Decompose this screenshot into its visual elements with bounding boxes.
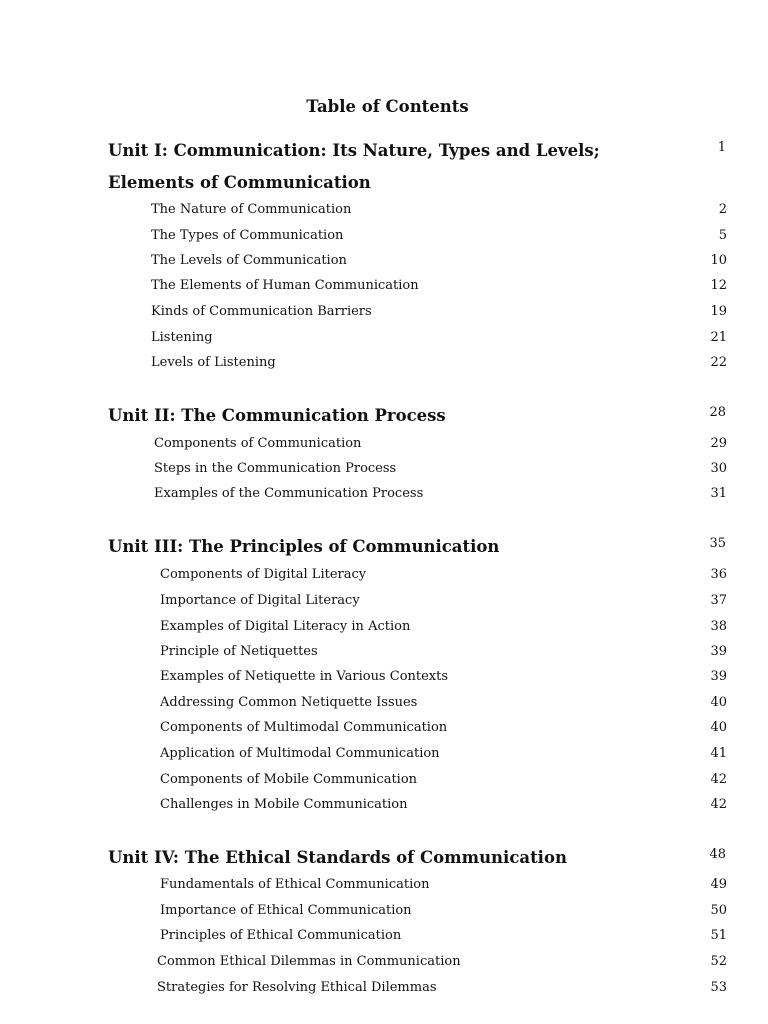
toc-entry[interactable]: Principles of Ethical Communication: [160, 928, 402, 943]
toc-entry[interactable]: The Levels of Communication: [151, 253, 347, 268]
toc-entry-page: 38: [710, 619, 727, 634]
toc-entry[interactable]: The Elements of Human Communication: [151, 278, 419, 293]
toc-entry-page: 39: [710, 669, 727, 684]
unit-page-number: 48: [709, 847, 726, 862]
page-title: Table of Contents: [306, 97, 469, 116]
toc-entry-page: 36: [710, 567, 727, 582]
toc-entry[interactable]: Importance of Ethical Communication: [160, 903, 412, 918]
toc-entry-page: 31: [710, 486, 727, 501]
toc-entry[interactable]: The Types of Communication: [151, 228, 344, 243]
toc-entry-page: 12: [710, 278, 727, 293]
toc-entry[interactable]: Fundamentals of Ethical Communication: [160, 877, 430, 892]
toc-entry-page: 21: [710, 330, 727, 345]
unit-heading[interactable]: Unit II: The Communication Process: [108, 406, 446, 425]
toc-entry-page: 41: [710, 746, 727, 761]
toc-entry[interactable]: Examples of Netiquette in Various Contexts: [160, 669, 449, 684]
toc-entry-page: 40: [710, 695, 727, 710]
toc-entry-page: 22: [710, 355, 727, 370]
toc-entry-page: 37: [710, 593, 727, 608]
toc-entry-page: 30: [710, 461, 727, 476]
toc-entry[interactable]: Strategies for Resolving Ethical Dilemmas: [157, 980, 437, 995]
toc-entry-page: 51: [710, 928, 727, 943]
unit-heading[interactable]: Unit III: The Principles of Communication: [108, 537, 500, 556]
toc-entry-page: 29: [710, 436, 727, 451]
toc-entry-page: 50: [710, 903, 727, 918]
toc-entry[interactable]: Examples of the Communication Process: [154, 486, 424, 501]
toc-entry[interactable]: Application of Multimodal Communication: [160, 746, 440, 761]
toc-entry-page: 49: [710, 877, 727, 892]
toc-entry[interactable]: Principle of Netiquettes: [160, 644, 318, 659]
toc-entry[interactable]: Components of Digital Literacy: [160, 567, 367, 582]
toc-entry-page: 2: [718, 202, 727, 217]
unit-heading[interactable]: Unit IV: The Ethical Standards of Communication: [108, 848, 567, 867]
toc-entry-page: 40: [710, 720, 727, 735]
toc-entry-page: 5: [718, 228, 727, 243]
toc-entry-page: 52: [710, 954, 727, 969]
toc-entry[interactable]: Components of Mobile Communication: [160, 772, 418, 787]
toc-entry[interactable]: The Nature of Communication: [151, 202, 352, 217]
toc-entry[interactable]: Kinds of Communication Barriers: [151, 304, 372, 319]
toc-entry-page: 53: [710, 980, 727, 995]
toc-entry[interactable]: Challenges in Mobile Communication: [160, 797, 408, 812]
toc-entry-page: 39: [710, 644, 727, 659]
toc-entry[interactable]: Components of Communication: [154, 436, 362, 451]
toc-entry-page: 42: [710, 772, 727, 787]
toc-entry-page: 42: [710, 797, 727, 812]
unit-heading[interactable]: Unit I: Communication: Its Nature, Types and Levels; Elements of Communication: [108, 141, 600, 192]
toc-entry[interactable]: Importance of Digital Literacy: [160, 593, 360, 608]
unit-page-number: 1: [717, 140, 726, 155]
unit-page-number: 35: [709, 536, 726, 551]
toc-entry[interactable]: Listening: [151, 330, 213, 345]
toc-entry-page: 19: [710, 304, 727, 319]
toc-entry[interactable]: Steps in the Communication Process: [154, 461, 397, 476]
toc-entry[interactable]: Components of Multimodal Communication: [160, 720, 448, 735]
unit-page-number: 28: [709, 405, 726, 420]
toc-entry-page: 10: [710, 253, 727, 268]
toc-entry[interactable]: Examples of Digital Literacy in Action: [160, 619, 411, 634]
toc-entry[interactable]: Common Ethical Dilemmas in Communication: [157, 954, 461, 969]
toc-entry[interactable]: Levels of Listening: [151, 355, 276, 370]
toc-entry[interactable]: Addressing Common Netiquette Issues: [160, 695, 418, 710]
